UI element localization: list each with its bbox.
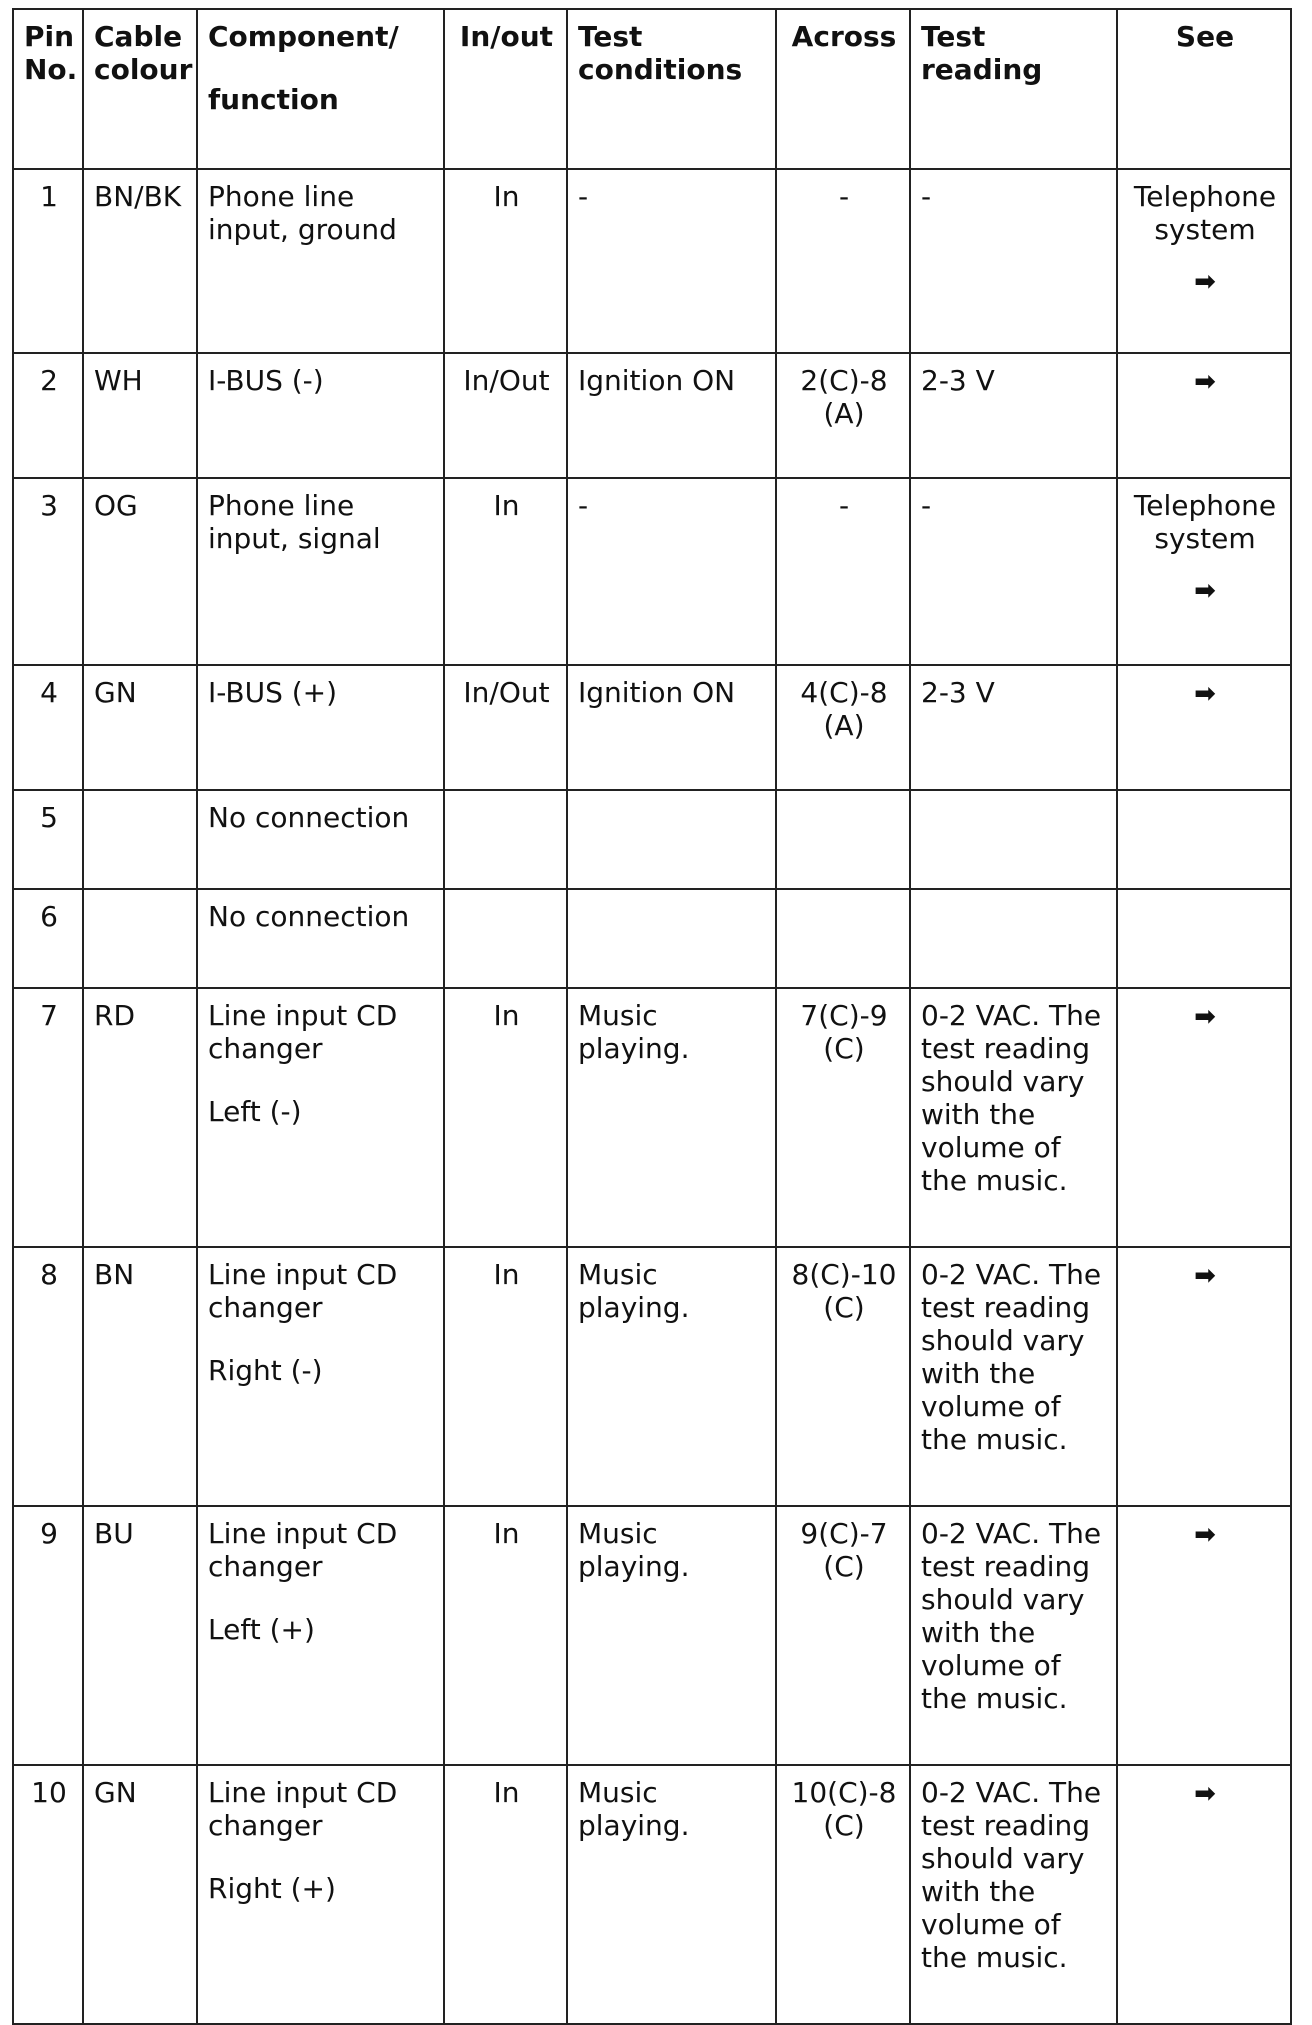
header-test-line2: conditions — [578, 53, 743, 86]
component-line: I-BUS (-) — [208, 364, 324, 397]
component-function — [197, 988, 444, 1247]
condition-line: - — [578, 489, 589, 522]
table-row — [13, 478, 1291, 665]
reading-line: test reading — [921, 1032, 1091, 1065]
cable-colour: WH — [83, 353, 197, 478]
component-function — [197, 1506, 444, 1765]
test-reading — [910, 889, 1117, 988]
reading-line: the music. — [921, 1682, 1068, 1715]
component-function — [197, 790, 444, 889]
header-test-conditions — [567, 9, 776, 169]
reading-line: test reading — [921, 1809, 1091, 1842]
reading-line: should vary — [921, 1583, 1085, 1616]
condition-line: playing. — [578, 1291, 690, 1324]
in-out: In — [444, 1765, 567, 2024]
test-reading — [910, 1765, 1117, 2024]
component-line: changer — [208, 1032, 323, 1065]
in-out — [444, 889, 567, 988]
test-conditions — [567, 889, 776, 988]
in-out — [444, 790, 567, 889]
across-line: (C) — [823, 1809, 865, 1842]
pin-table — [12, 8, 1292, 2025]
component-line: Line input CD — [208, 999, 398, 1032]
condition-line: playing. — [578, 1809, 690, 1842]
component-line: I-BUS (+) — [208, 676, 338, 709]
header-cable-line2: colour — [94, 53, 193, 86]
header-inout — [444, 9, 567, 169]
test-conditions — [567, 169, 776, 353]
cable-colour — [83, 889, 197, 988]
in-out: In/Out — [444, 665, 567, 790]
header-across-text: Across — [791, 20, 897, 53]
arrow-right-icon[interactable]: ➡ — [1194, 1261, 1216, 1291]
table-row — [13, 790, 1291, 889]
table-row — [13, 353, 1291, 478]
component-line: changer — [208, 1291, 323, 1324]
across — [776, 353, 910, 478]
see-reference[interactable] — [1117, 353, 1291, 478]
across — [776, 1247, 910, 1506]
arrow-right-icon[interactable]: ➡ — [1194, 1002, 1216, 1032]
see-line: system — [1154, 213, 1256, 246]
component-side: Right (+) — [208, 1872, 336, 1905]
reading-line: 0-2 VAC. The — [921, 1776, 1102, 1809]
header-component — [197, 9, 444, 169]
condition-line: Music — [578, 1258, 658, 1291]
arrow-right-icon[interactable]: ➡ — [1194, 267, 1216, 297]
component-line: No connection — [208, 900, 410, 933]
reading-line: should vary — [921, 1065, 1085, 1098]
pin-rows — [13, 169, 1291, 2024]
test-conditions — [567, 353, 776, 478]
test-conditions — [567, 1506, 776, 1765]
reading-line: volume of — [921, 1908, 1061, 1941]
component-line: Phone line — [208, 489, 355, 522]
test-conditions — [567, 665, 776, 790]
condition-line: Music — [578, 999, 658, 1032]
header-cable-colour — [83, 9, 197, 169]
reading-line: - — [921, 489, 932, 522]
reading-line: with the — [921, 1875, 1036, 1908]
across — [776, 1506, 910, 1765]
component-line: No connection — [208, 801, 410, 834]
header-component-line2: function — [208, 83, 339, 116]
arrow-right-icon[interactable]: ➡ — [1194, 576, 1216, 606]
reading-line: - — [921, 180, 932, 213]
component-function — [197, 889, 444, 988]
condition-line: Ignition ON — [578, 676, 736, 709]
table-row — [13, 889, 1291, 988]
component-line: Line input CD — [208, 1258, 398, 1291]
reading-line: 2-3 V — [921, 364, 995, 397]
across — [776, 889, 910, 988]
header-pin-line1: Pin — [24, 20, 75, 53]
test-reading — [910, 665, 1117, 790]
across-line: 2(C)-8 — [800, 364, 888, 397]
condition-line: - — [578, 180, 589, 213]
reading-line: 0-2 VAC. The — [921, 1258, 1102, 1291]
reading-line: the music. — [921, 1164, 1068, 1197]
table-row — [13, 169, 1291, 353]
in-out: In — [444, 1247, 567, 1506]
cable-colour: OG — [83, 478, 197, 665]
across-line: (C) — [823, 1032, 865, 1065]
component-line: Line input CD — [208, 1517, 398, 1550]
across-line: - — [838, 489, 850, 522]
pin-number: 8 — [13, 1247, 83, 1506]
pin-number: 9 — [13, 1506, 83, 1765]
reading-line: test reading — [921, 1550, 1091, 1583]
test-conditions — [567, 1247, 776, 1506]
header-test-reading — [910, 9, 1117, 169]
arrow-right-icon[interactable]: ➡ — [1194, 1520, 1216, 1550]
reading-line: the music. — [921, 1423, 1068, 1456]
in-out: In — [444, 169, 567, 353]
header-see-text: See — [1175, 20, 1235, 53]
test-reading — [910, 353, 1117, 478]
table-row — [13, 1247, 1291, 1506]
header-reading-line2: reading — [921, 53, 1043, 86]
across-line: (A) — [823, 397, 865, 430]
see-reference — [1117, 889, 1291, 988]
reading-line: 0-2 VAC. The — [921, 1517, 1102, 1550]
across-line: (C) — [823, 1550, 865, 1583]
condition-line: Music — [578, 1517, 658, 1550]
header-inout-text: In/out — [459, 20, 554, 53]
across-line: - — [838, 180, 850, 213]
across — [776, 1765, 910, 2024]
see-reference[interactable] — [1117, 1506, 1291, 1765]
table-row — [13, 988, 1291, 1247]
across-line: (A) — [823, 709, 865, 742]
component-function — [197, 353, 444, 478]
condition-line: playing. — [578, 1550, 690, 1583]
header-pin — [13, 9, 83, 169]
test-reading — [910, 988, 1117, 1247]
pin-number: 2 — [13, 353, 83, 478]
across-line: (C) — [823, 1291, 865, 1324]
component-function — [197, 1247, 444, 1506]
in-out: In — [444, 1506, 567, 1765]
across-line: 9(C)-7 — [800, 1517, 888, 1550]
across-line: 7(C)-9 — [800, 999, 888, 1032]
pin-number: 1 — [13, 169, 83, 353]
component-line: Phone line — [208, 180, 355, 213]
header-row — [13, 9, 1291, 169]
across-line: 8(C)-10 — [791, 1258, 897, 1291]
pin-number: 4 — [13, 665, 83, 790]
test-reading — [910, 169, 1117, 353]
test-conditions — [567, 1765, 776, 2024]
component-function — [197, 169, 444, 353]
arrow-right-icon[interactable]: ➡ — [1194, 367, 1216, 397]
header-cable-line1: Cable — [94, 20, 183, 53]
see-reference[interactable] — [1117, 478, 1291, 665]
across-line: 4(C)-8 — [800, 676, 888, 709]
pin-number: 6 — [13, 889, 83, 988]
pin-number: 7 — [13, 988, 83, 1247]
component-side: Right (-) — [208, 1354, 323, 1387]
reading-line: volume of — [921, 1649, 1061, 1682]
cable-colour: BU — [83, 1506, 197, 1765]
component-line: changer — [208, 1809, 323, 1842]
component-line: input, ground — [208, 213, 397, 246]
table-row — [13, 1765, 1291, 2024]
cable-colour: GN — [83, 1765, 197, 2024]
table-row — [13, 1506, 1291, 1765]
see-line: system — [1154, 522, 1256, 555]
condition-line: Music — [578, 1776, 658, 1809]
across — [776, 478, 910, 665]
cable-colour: BN/BK — [83, 169, 197, 353]
reading-line: 0-2 VAC. The — [921, 999, 1102, 1032]
reading-line: with the — [921, 1098, 1036, 1131]
see-reference[interactable] — [1117, 1247, 1291, 1506]
see-reference[interactable] — [1117, 988, 1291, 1247]
cable-colour: BN — [83, 1247, 197, 1506]
component-function — [197, 665, 444, 790]
table-row — [13, 665, 1291, 790]
across-line: 10(C)-8 — [791, 1776, 897, 1809]
across — [776, 988, 910, 1247]
test-reading — [910, 790, 1117, 889]
test-conditions — [567, 988, 776, 1247]
see-line: Telephone — [1133, 489, 1277, 522]
in-out: In — [444, 478, 567, 665]
header-test-line1: Test — [578, 20, 643, 53]
condition-line: playing. — [578, 1032, 690, 1065]
pin-number: 3 — [13, 478, 83, 665]
component-line: Line input CD — [208, 1776, 398, 1809]
component-side: Left (-) — [208, 1095, 302, 1128]
header-across — [776, 9, 910, 169]
condition-line: Ignition ON — [578, 364, 736, 397]
header-see — [1117, 9, 1291, 169]
cable-colour — [83, 790, 197, 889]
component-line: input, signal — [208, 522, 381, 555]
component-function — [197, 1765, 444, 2024]
reading-line: volume of — [921, 1390, 1061, 1423]
header-component-line1: Component/ — [208, 20, 399, 53]
cable-colour: GN — [83, 665, 197, 790]
reading-line: 2-3 V — [921, 676, 995, 709]
test-reading — [910, 1506, 1117, 1765]
header-pin-line2: No. — [24, 53, 78, 86]
reading-line: should vary — [921, 1324, 1085, 1357]
reading-line: the music. — [921, 1941, 1068, 1974]
reading-line: test reading — [921, 1291, 1091, 1324]
see-reference — [1117, 790, 1291, 889]
across — [776, 665, 910, 790]
see-reference[interactable] — [1117, 665, 1291, 790]
component-function — [197, 478, 444, 665]
across — [776, 790, 910, 889]
header-reading-line1: Test — [921, 20, 986, 53]
across — [776, 169, 910, 353]
reading-line: with the — [921, 1357, 1036, 1390]
see-reference[interactable] — [1117, 1765, 1291, 2024]
pin-number: 5 — [13, 790, 83, 889]
in-out: In — [444, 988, 567, 1247]
see-reference[interactable] — [1117, 169, 1291, 353]
cable-colour: RD — [83, 988, 197, 1247]
component-line: changer — [208, 1550, 323, 1583]
test-reading — [910, 478, 1117, 665]
pin-number: 10 — [13, 1765, 83, 2024]
test-conditions — [567, 478, 776, 665]
in-out: In/Out — [444, 353, 567, 478]
component-side: Left (+) — [208, 1613, 315, 1646]
arrow-right-icon[interactable]: ➡ — [1194, 679, 1216, 709]
test-conditions — [567, 790, 776, 889]
arrow-right-icon[interactable]: ➡ — [1194, 1779, 1216, 1809]
see-line: Telephone — [1133, 180, 1277, 213]
test-reading — [910, 1247, 1117, 1506]
reading-line: volume of — [921, 1131, 1061, 1164]
reading-line: with the — [921, 1616, 1036, 1649]
reading-line: should vary — [921, 1842, 1085, 1875]
